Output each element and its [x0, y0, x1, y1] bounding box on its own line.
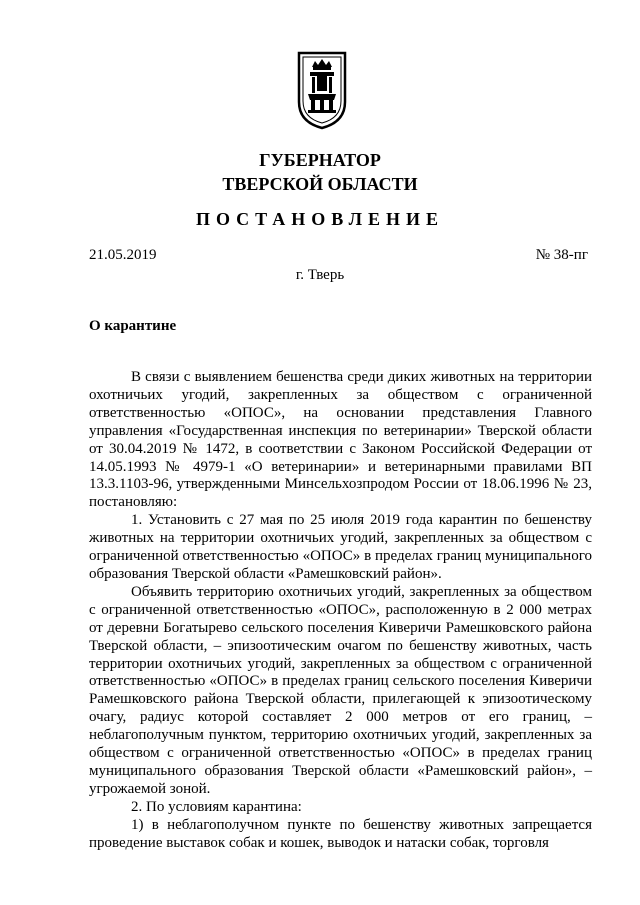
paragraph-item-2-1: 1) в неблагополучном пункте по бешенству животных запрещается проведение выставок собак и кошек, выводок и натаски собак, торговля: [89, 816, 592, 851]
authority-title: ГУБЕРНАТОР: [259, 150, 381, 170]
paragraph-preamble: В связи с выявлением бешенства среди диких животных на территории охотничьих угодий, закрепленных за обществом с ограниченной ответственностью «ОПОС», на основании представления Главного управления «Государственная инспекция по ветеринарии» Тверской области от 30.04.2019 № 1472, в соответствии с Законом Российской Федерации от 14.05.1993 № 4979-1 «О ветеринарии» и ветеринарными правилами ВП 13.3.1103-96, утвержденными Минсельхозпродом России от 18.06.1996 № 23, постановляю:: [89, 369, 592, 511]
paragraph-item-2: 2. По условиям карантина:: [131, 798, 302, 815]
paragraph-zones: Объявить территорию охотничьих угодий, закрепленных за обществом с ограниченной ответственностью «ОПОС», расположенную в 2 000 метрах от деревни Богатырево сельского поселения Киверичи Рамешковского района Тверской области, – эпизоотическим очагом по бешенству животных, часть территории охотничьих угодий, закрепленных за обществом с ограниченной ответственностью «ОПОС» в пределах границ сельского поселения Киверичи Рамешковского района Тверской области, прилегающей к эпизоотическому очагу, радиус которой составляет 2 000 метров от его границ, – неблагополучным пунктом, территорию охотничьих угодий, закрепленных за обществом с ограниченной ответственностью «ОПОС» в пределах границ муниципального образования Тверской области «Рамешковский район», – угрожаемой зоной.: [89, 583, 592, 797]
issuing-authority: [0, 148, 640, 196]
document-number: № 38-пг: [535, 247, 588, 263]
authority-region: ТВЕРСКОЙ ОБЛАСТИ: [222, 174, 418, 194]
document-city: г. Тверь: [295, 267, 345, 283]
coat-of-arms-icon: [296, 50, 348, 130]
document-subject: О карантине: [89, 318, 177, 334]
document-body: [89, 369, 592, 852]
paragraph-item-1: 1. Установить с 27 мая по 25 июля 2019 года карантин по бешенству животных на территории охотничьих угодий, закрепленных за обществом с ограниченной ответственностью «ОПОС» в пределах границ муниципального образования Тверской области «Рамешковский район».: [89, 512, 592, 582]
document-type: ПОСТАНОВЛЕНИЕ: [195, 209, 445, 229]
document-date: 21.05.2019: [89, 247, 157, 263]
